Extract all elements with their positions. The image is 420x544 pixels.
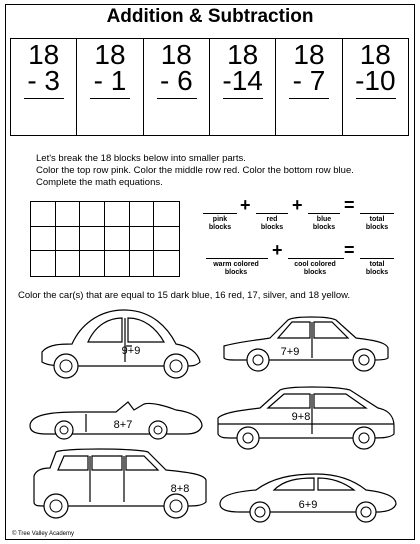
label-warm-colored-blocks: warm colored blocks [213, 261, 259, 276]
grid-block[interactable] [130, 251, 155, 276]
car-instructions: Color the car(s) that are equal to 15 dark blue, 16 red, 17, silver, and 18 yellow. [18, 290, 351, 301]
label-total-blocks: total blocks [365, 261, 389, 276]
grid-block[interactable] [80, 251, 105, 276]
plus-sign: + [292, 195, 303, 215]
car-problem-label: 6+9 [298, 499, 318, 511]
label-blue-blocks: blue blocks [312, 216, 336, 231]
instruction-line: Complete the math equations. [36, 177, 163, 189]
grid-block[interactable] [154, 227, 179, 252]
problem-2 [77, 39, 143, 135]
plus-sign: + [272, 240, 283, 260]
label-red-blocks: red blocks [260, 216, 284, 231]
answer-line [157, 98, 197, 99]
answer-line [356, 98, 396, 99]
grid-block[interactable] [31, 227, 56, 252]
car-sedan[interactable] [218, 308, 394, 378]
label-pink-blocks: pink blocks [208, 216, 232, 231]
problem-5 [276, 39, 342, 135]
instruction-line: Let's break the 18 blocks below into smaller parts. [36, 153, 246, 164]
grid-block[interactable] [80, 227, 105, 252]
grid-block[interactable] [154, 202, 179, 227]
grid-block[interactable] [154, 251, 179, 276]
answer-blank[interactable] [206, 258, 268, 259]
worksheet-title: Addition & Subtraction [106, 6, 314, 27]
answer-blank[interactable] [203, 213, 237, 214]
grid-block[interactable] [105, 251, 130, 276]
minuend: 18 [359, 39, 391, 70]
label-total-blocks: total blocks [365, 216, 389, 231]
grid-block[interactable] [105, 227, 130, 252]
plus-sign: + [240, 195, 251, 215]
subtrahend: -10 [355, 65, 396, 96]
car-beetle[interactable] [36, 304, 206, 386]
grid-block[interactable] [105, 202, 130, 227]
subtrahend: - 3 [27, 65, 60, 96]
answer-line [24, 98, 64, 99]
subtrahend: - 6 [159, 65, 193, 96]
car-problem-label: 8+8 [170, 483, 190, 495]
subtrahend: - 7 [292, 65, 326, 96]
minuend: 18 [160, 39, 192, 70]
answer-blank[interactable] [288, 258, 344, 259]
grid-block[interactable] [56, 251, 81, 276]
subtraction-problems [10, 38, 409, 136]
answer-blank[interactable] [360, 213, 394, 214]
car-problem-label: 9+9 [121, 345, 141, 357]
equals-sign: = [344, 240, 355, 260]
grid-block[interactable] [31, 251, 56, 276]
problem-6 [343, 39, 408, 135]
car-problem-label: 8+7 [113, 419, 133, 431]
minuend: 18 [293, 39, 325, 70]
grid-block[interactable] [130, 227, 155, 252]
minuend: 18 [28, 39, 60, 70]
minuend: 18 [227, 39, 259, 70]
instruction-line: Color the top row pink. Color the middle row red. Color the bottom row blue. [36, 165, 354, 177]
grid-block[interactable] [31, 202, 56, 227]
car-convertible[interactable] [26, 396, 206, 446]
answer-blank[interactable] [360, 258, 394, 259]
answer-blank[interactable] [256, 213, 288, 214]
problem-3 [144, 39, 210, 135]
copyright-footer: © Tree Valley Academy [12, 531, 75, 537]
car-mini[interactable] [26, 446, 212, 526]
answer-line [289, 98, 329, 99]
answer-blank[interactable] [308, 213, 340, 214]
grid-block[interactable] [56, 202, 81, 227]
label-cool-colored-blocks: cool colored blocks [294, 261, 336, 276]
car-hatchback[interactable] [214, 380, 398, 452]
answer-line [90, 98, 130, 99]
car-problem-label: 7+9 [280, 346, 300, 358]
problem-4 [210, 39, 276, 135]
grid-block[interactable] [56, 227, 81, 252]
equals-sign: = [344, 195, 355, 215]
car-gullwing[interactable] [216, 464, 400, 528]
subtrahend: -14 [222, 65, 263, 96]
subtrahend: - 1 [93, 65, 127, 96]
problem-1 [11, 39, 77, 135]
block-grid [30, 201, 180, 277]
grid-block[interactable] [130, 202, 155, 227]
car-problem-label: 9+8 [291, 411, 311, 423]
grid-block[interactable] [80, 202, 105, 227]
block-instructions [36, 153, 406, 190]
answer-line [223, 98, 263, 99]
minuend: 18 [94, 39, 126, 70]
